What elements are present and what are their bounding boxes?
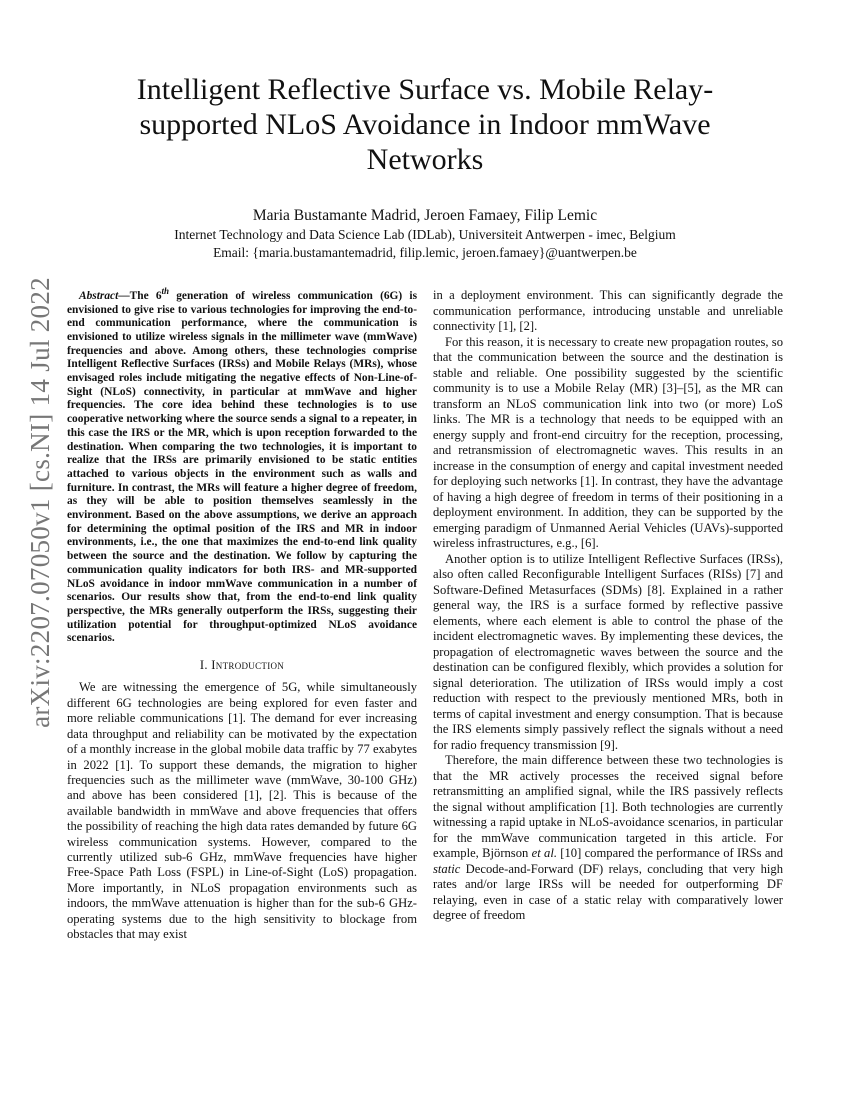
abstract-label: Abstract bbox=[79, 289, 119, 302]
author-email: Email: {maria.bustamantemadrid, filip.lemic, jeroen.famaey}@uantwerpen.be bbox=[213, 245, 637, 260]
et-al: et al. bbox=[531, 846, 557, 860]
section-number: I. bbox=[199, 658, 212, 673]
left-column bbox=[67, 285, 417, 942]
abstract bbox=[67, 285, 417, 646]
author-list: Maria Bustamante Madrid, Jeroen Famaey, Filip Lemic bbox=[252, 207, 598, 224]
comparison-text-b: [10] compared the performance of IRSs and bbox=[556, 846, 783, 860]
static-emphasis: static bbox=[433, 861, 461, 876]
right-column bbox=[433, 288, 783, 924]
affiliation: Internet Technology and Data Science Lab (IDLab), Universiteit Antwerpen - imec, Belgium bbox=[174, 227, 676, 242]
arxiv-sidebar bbox=[18, 276, 62, 728]
abstract-superscript: th bbox=[161, 286, 170, 296]
intro-paragraph-continued: in a deployment environment. This can significantly degrade the communication performance, introducing unstable and unreliable connectivity [1], [2]. bbox=[433, 288, 783, 333]
section-title: Introduction bbox=[211, 658, 285, 673]
abstract-text-start: —The 6 bbox=[118, 289, 162, 302]
comparison-text-c: Decode-and-Forward (DF) relays, concluding that very high rates and/or large IRSs will be needed for outperforming DF relaying, even in case of a static relay with comparatively lower degree of freedom bbox=[433, 861, 783, 922]
comparison-text-a: Therefore, the main difference between these two technologies is that the MR actively processes the received signal before retransmitting an amplified signal, while the IRS passively reflects the signal without amplification [1]. Both technologies are currently witnessing a rapid uptake in NLoS-avoidance scenarios, in particular for the mmWave communication targeted in this article. For example, Björnson bbox=[433, 753, 783, 860]
abstract-text-body: generation of wireless communication (6G) is envisioned to give rise to various technologies for improving the end-to-end communication performance, where the communication is envisioned to utilize wireless signals in the millimeter wave (mmWave) frequencies and above. Among others, these technologies comprise Intelligent Reflective Surfaces (IRSs) and Mobile Relays (MRs), whose envisaged roles include mitigating the negative effects of Non-Line-of-Sight (NLoS) connectivity, in particular at mmWave and higher frequencies. The core idea behind these technologies is to use cooperative networking where the source sends a signal to a repeater, in this case the IRS or the MR, which is upon reception forwarded to the destination. When comparing the two technologies, it is important to realize that the IRSs are primarily envisioned to be static entities attached to various objects in the environment such as walls and furniture. In contrast, the MRs will feature a higher degree of freedom, as they will be able to position themselves seamlessly in the environment. Based on the above assumptions, we derive an approach for determining the optimal position of the IRS and MR in indoor environments, i.e., the one that maximizes the end-to-end link quality between the source and the destination. We follow by capturing the communication quality indicators for both IRS- and MR-supported NLoS avoidance in indoor mmWave communication in a number of scenarios. Our results show that, from the end-to-end link quality perspective, the MRs generally outperform the IRSs, suggesting their utilization potential for throughput-optimized NLoS avoidance scenarios. bbox=[67, 289, 418, 645]
intro-paragraph-mobile-relay: For this reason, it is necessary to create new propagation routes, so that the communication between the source and the destination is stable and reliable. One possibility suggested by the scientific community is to use a Mobile Relay (MR) [3]–[5], as the MR can transform an NLoS communication link into two (or more) LoS links. The MR is a technology that needs to be equipped with an energy supply and front-end circuitry for the reception, processing, and retransmission of electromagnetic waves. This results in an increase in the consumption of energy and capital investment needed for deploying such networks [1]. In contrast, they have the advantage of having a high degree of freedom in terms of their positioning in a deployment environment. In addition, they can be supported by the emerging paradigm of Unmanned Aerial Vehicles (UAVs)-supported wireless infrastructures, e.g., [6]. bbox=[433, 334, 783, 550]
paper-title: Intelligent Reflective Surface vs. Mobile Relay-supported NLoS Avoidance in Indoor mmWave Networks bbox=[136, 73, 714, 176]
section-heading-introduction bbox=[67, 658, 417, 673]
intro-paragraph-irs: Another option is to utilize Intelligent Reflective Surfaces (IRSs), also often called Reconfigurable Intelligent Surfaces (RISs) [7] and Software-Defined Metasurfaces (SDMs) [8]. Explained in a rather general way, the IRS is a surface formed by reflective passive elements, where each element is able to control the phase of the incident electromagnetic waves. By implementing these devices, the propagation of electromagnetic waves between the source and the destination can be configured flexibly, which provides a solution for signal deterioration. The utilization of IRSs would imply a cost reduction with respect to the previously mentioned MRs, both in terms of capital investment and energy consumption. That is because the IRS elements simply passively reflect the signals without a need for radio frequency transmission [9]. bbox=[433, 551, 783, 752]
intro-paragraph-comparison bbox=[433, 753, 783, 924]
arxiv-identifier: arXiv:2207.07050v1 [cs.NI] 14 Jul 2022 bbox=[24, 276, 55, 728]
intro-paragraph-1: We are witnessing the emergence of 5G, while simultaneously different 6G technologies are being explored for even faster and more reliable communications [1]. The demand for ever increasing data throughput and reliability can be motivated by the expectation of a monthly increase in the global mobile data traffic by 77 exabytes in 2022 [1]. To support these demands, the migration to higher frequencies such as the millimeter wave (mmWave, 30-100 GHz) and above has been considered [1], [2]. This is because of the available bandwidth in mmWave and above frequencies that offers the possibility of reaching the high data rates demanded by future 6G wireless communication systems. However, compared to the currently utilized sub-6 GHz, mmWave frequencies have higher Free-Space Path Loss (FSPL) in Line-of-Sight (LoS) propagation. More importantly, in NLoS propagation environments such as indoors, the mmWave attenuation is higher than for the sub-6 GHz-operating systems due to the high sensitivity to blockage from obstacles that may exist bbox=[67, 680, 417, 941]
